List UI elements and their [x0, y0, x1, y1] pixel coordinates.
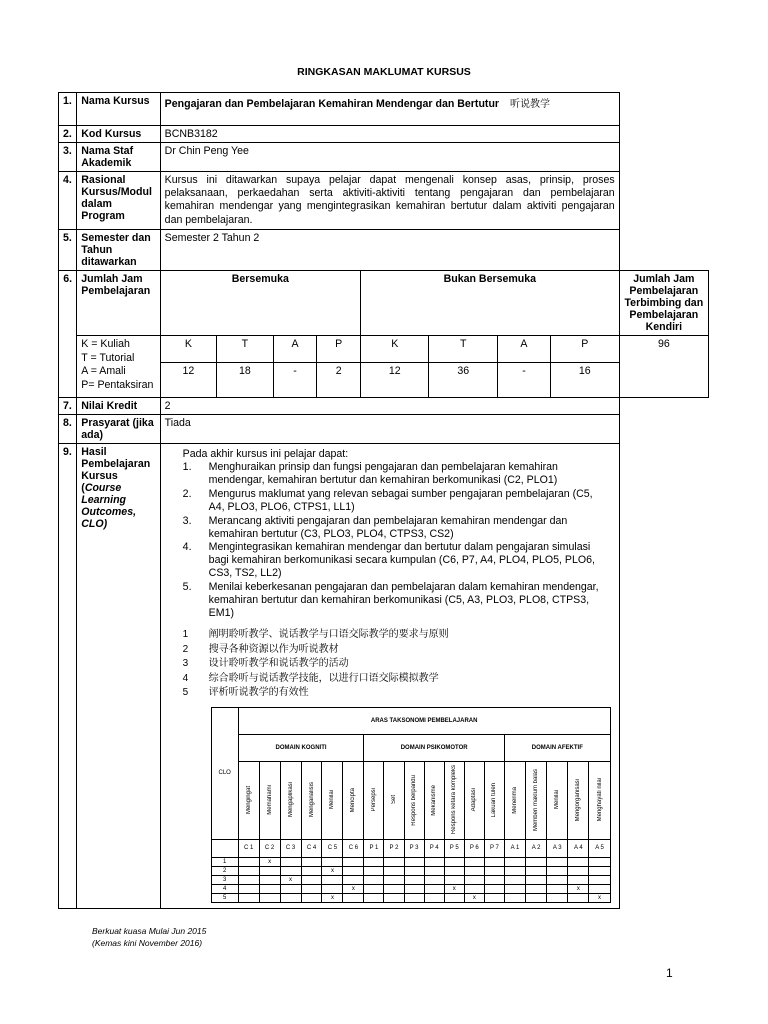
clo-cell [160, 443, 619, 908]
legend-item: P= Pentaksiran [81, 379, 154, 392]
taxonomy-cell [322, 884, 343, 893]
taxonomy-row [211, 866, 610, 875]
taxonomy-cell [484, 866, 504, 875]
clo-label-italic: Course Learning Outcomes, CLO) [81, 481, 137, 530]
taxonomy-cell: x [343, 884, 364, 893]
taxonomy-cell: x [568, 884, 589, 893]
taxonomy-cell [464, 884, 484, 893]
level-code: P 4 [424, 839, 444, 857]
taxonomy-cell [322, 875, 343, 884]
level-label [238, 761, 259, 839]
hours-code: A [273, 335, 317, 362]
clo-text: Mengintegrasikan kemahiran mendengar dan bertutur dalam pengajaran simulasi bagi kemahiran berkomunikasi secara kumpulan (C6, P7, A4, PLO4, PLO5, PLO6, CS3, TS2, LL2) [208, 541, 595, 580]
level-code: A 4 [568, 839, 589, 857]
row-label: Nilai Kredit [77, 397, 160, 414]
level-label-text: Menganalisis [308, 782, 315, 818]
row-label: Kod Kursus [77, 126, 160, 143]
level-code: A 1 [504, 839, 525, 857]
taxonomy-cell [384, 893, 404, 902]
clo-cn-num: 5 [182, 687, 189, 698]
footer [92, 926, 206, 950]
taxonomy-cell [504, 875, 525, 884]
row-number: 6. [59, 270, 77, 397]
taxonomy-title-row [211, 707, 610, 734]
taxonomy-cell [259, 884, 280, 893]
taxonomy-cell [343, 866, 364, 875]
taxonomy-domain-row [211, 734, 610, 761]
hours-value: 18 [217, 362, 273, 397]
legend-item: T = Tutorial [81, 351, 135, 364]
taxonomy-clo-number: 2 [211, 866, 238, 875]
level-label-text: Respons berpandu [411, 774, 418, 826]
level-label-text: Mengaplikasi [287, 782, 294, 818]
taxonomy-cell [424, 893, 444, 902]
clo-num: 4. [182, 541, 192, 554]
legend-item: A = Amali [81, 365, 126, 378]
row-rasional [59, 172, 709, 230]
taxonomy-row [211, 884, 610, 893]
taxonomy-cell [526, 866, 547, 875]
taxonomy-cell [424, 866, 444, 875]
clo-text: Mengurus maklumat yang relevan sebagai sumber pengajaran pembelajaran (C5, A4, PLO3, PLO6, CTPS1, LL1) [208, 487, 593, 513]
taxonomy-row [211, 893, 610, 902]
clo-cn-text: 阐明聆听教学、说话教学与口语交际教学的要求与原则 [208, 629, 449, 640]
level-label-text: Persepsi [370, 788, 377, 812]
taxonomy-cell [464, 866, 484, 875]
taxonomy-clo-number: 1 [211, 857, 238, 866]
hours-code: P [317, 335, 361, 362]
row-kredit [59, 397, 709, 414]
taxonomy-cell [484, 875, 504, 884]
level-code: P 6 [464, 839, 484, 857]
clo-list [183, 461, 611, 620]
level-code: P 5 [444, 839, 464, 857]
row-label: Prasyarat (jika ada) [77, 414, 160, 443]
row-nama-kursus [59, 93, 709, 126]
level-code: A 2 [526, 839, 547, 857]
course-name-cn: 听说教学 [510, 99, 551, 110]
level-label-text: Lakuan tulen [491, 782, 498, 818]
clo-text: Menghuraikan prinsip dan fungsi pengajaran dan pembelajaran kemahiran mendengar, kemahiran bertutur dan kemahiran berkomunikasi (C2, PLO1) [208, 460, 558, 486]
row-label: Jumlah Jam Pembelajaran [77, 270, 160, 335]
row-jam-header [59, 270, 709, 335]
hours-value: 12 [160, 362, 216, 397]
taxonomy-cell [404, 893, 424, 902]
level-label [364, 761, 384, 839]
taxonomy-body [211, 857, 610, 902]
row-number: 7. [59, 397, 77, 414]
domain-kogniti: DOMAIN KOGNITI [238, 734, 364, 761]
level-label-text: Mekanisme [431, 784, 438, 816]
semester-value: Semester 2 Tahun 2 [160, 229, 619, 270]
row-number: 1. [59, 93, 77, 126]
taxonomy-cell [424, 884, 444, 893]
taxonomy-cell [404, 857, 424, 866]
taxonomy-cell [526, 893, 547, 902]
taxonomy-cell [504, 884, 525, 893]
taxonomy-cell [547, 884, 568, 893]
hours-legend [77, 335, 160, 397]
taxonomy-cell: x [322, 893, 343, 902]
row-kod-kursus [59, 126, 709, 143]
taxonomy-row [211, 875, 610, 884]
clo-cn-num: 1 [182, 629, 189, 640]
clo-cn-num: 2 [182, 643, 189, 655]
taxonomy-cell [404, 866, 424, 875]
level-code: P 7 [484, 839, 504, 857]
clo-num: 3. [182, 514, 192, 527]
domain-psikomotor: DOMAIN PSIKOMOTOR [364, 734, 505, 761]
code-spacer [211, 839, 238, 857]
clo-cn-text: 综合聆听与说话教学技能，以进行口语交际模拟教学 [208, 672, 439, 684]
taxonomy-cell [526, 875, 547, 884]
clo-cn-item [183, 643, 611, 658]
taxonomy-cell [424, 875, 444, 884]
row-label: Semester dan Tahun ditawarkan [77, 229, 160, 270]
level-code: C 6 [343, 839, 364, 857]
taxonomy-cell [484, 884, 504, 893]
taxonomy-cell: x [589, 893, 610, 902]
taxonomy-cell [424, 857, 444, 866]
taxonomy-cell [343, 875, 364, 884]
taxonomy-cell [504, 866, 525, 875]
row-number: 8. [59, 414, 77, 443]
domain-afektif: DOMAIN AFEKTIF [504, 734, 610, 761]
level-label-text: Mencipta [350, 787, 357, 813]
level-label-text: Menerima [512, 786, 518, 814]
taxonomy-cell [280, 857, 301, 866]
taxonomy-cell [404, 884, 424, 893]
taxonomy-cell [547, 857, 568, 866]
bersemuka-header: Bersemuka [160, 270, 360, 335]
clo-text: Merancang aktiviti pengajaran dan pembelajaran kemahiran mendengar dan kemahiran bertutur (C3, PLO3, PLO4, CTPS3, CS2) [208, 514, 568, 540]
level-code: P 3 [404, 839, 424, 857]
hours-code: T [429, 335, 498, 362]
level-label [424, 761, 444, 839]
row-semester [59, 229, 709, 270]
taxonomy-cell [280, 884, 301, 893]
level-label [343, 761, 364, 839]
clo-text: Menilai keberkesanan pengajaran dan pembelajaran dalam kemahiran mendengar, kemahiran bertutur dan kemahiran berkomunikasi (C5, A3, PLO3, PLO8, CTPS3, EM1) [208, 581, 599, 620]
clo-cn-num: 3 [182, 658, 189, 669]
taxonomy-cell: x [464, 893, 484, 902]
taxonomy-clo-number: 4 [211, 884, 238, 893]
taxonomy-cell [364, 884, 384, 893]
level-code: P 1 [364, 839, 384, 857]
row-number: 9. [59, 443, 77, 908]
level-code: C 1 [238, 839, 259, 857]
clo-item [183, 515, 611, 541]
taxonomy-cell [280, 866, 301, 875]
taxonomy-cell [444, 893, 464, 902]
row-number: 4. [59, 172, 77, 230]
taxonomy-cell [547, 893, 568, 902]
taxonomy-cell [589, 866, 610, 875]
taxonomy-cell [301, 857, 322, 866]
clo-cn-item [183, 686, 611, 701]
taxonomy-cell [364, 857, 384, 866]
level-code: A 3 [547, 839, 568, 857]
taxonomy-cell [301, 893, 322, 902]
taxonomy-cell [589, 857, 610, 866]
taxonomy-cell: x [444, 884, 464, 893]
row-label: Nama Staf Akademik [77, 143, 160, 172]
course-name: Pengajaran dan Pembelajaran Kemahiran Mendengar dan Bertutur [164, 98, 500, 110]
level-label [322, 761, 343, 839]
taxonomy-cell [364, 893, 384, 902]
hours-code: T [217, 335, 273, 362]
level-code: C 4 [301, 839, 322, 857]
level-label-text: Mengingat [245, 785, 252, 815]
level-label [280, 761, 301, 839]
level-label-text: Menilai [329, 790, 336, 810]
total-hours: 96 [619, 335, 708, 397]
taxonomy-cell [280, 893, 301, 902]
taxonomy-cell [547, 866, 568, 875]
level-label-text: Adaptasi [471, 788, 478, 812]
footer-updated: (Kemas kini November 2016) [92, 937, 203, 948]
row-staf [59, 143, 709, 172]
taxonomy-cell [301, 866, 322, 875]
taxonomy-cell [238, 875, 259, 884]
page-number: 1 [666, 966, 673, 980]
clo-item [183, 581, 611, 620]
level-label [464, 761, 484, 839]
clo-num: 2. [182, 487, 192, 500]
taxonomy-table [211, 707, 611, 903]
taxonomy-cell [259, 893, 280, 902]
level-label-text: Menilai [554, 790, 561, 810]
taxonomy-cell [364, 866, 384, 875]
level-label-text: Respons ketara kompleks [451, 765, 458, 835]
taxonomy-cell [384, 866, 404, 875]
level-code: C 2 [259, 839, 280, 857]
clo-cn-item [183, 657, 611, 672]
taxonomy-cell [238, 884, 259, 893]
clo-cn-num: 4 [182, 672, 189, 684]
level-label-text: Memahami [266, 785, 273, 815]
clo-cn-text: 设计聆听教学和说话教学的活动 [208, 658, 349, 669]
row-hasil [59, 443, 709, 908]
taxonomy-cell [526, 857, 547, 866]
level-code: C 3 [280, 839, 301, 857]
taxonomy-cell [589, 884, 610, 893]
taxonomy-cell [238, 857, 259, 866]
row-jam-codes [59, 335, 709, 362]
taxonomy-cell [259, 875, 280, 884]
row-prasyarat [59, 414, 709, 443]
taxonomy-cell [568, 875, 589, 884]
taxonomy-cell [444, 875, 464, 884]
taxonomy-cell [301, 875, 322, 884]
taxonomy-title: ARAS TAKSONOMI PEMBELAJARAN [238, 707, 610, 734]
level-label [259, 761, 280, 839]
prerequisite-value: Tiada [160, 414, 619, 443]
clo-item [183, 488, 611, 514]
row-number: 5. [59, 229, 77, 270]
clo-cn-item [183, 672, 611, 687]
hours-value: - [273, 362, 317, 397]
level-label [547, 761, 568, 839]
clo-intro: Pada akhir kursus ini pelajar dapat: [182, 447, 349, 460]
hours-value: 36 [429, 362, 498, 397]
taxonomy-cell [504, 857, 525, 866]
level-code: A 5 [589, 839, 610, 857]
clo-cn-item [183, 628, 611, 643]
taxonomy-cell [568, 893, 589, 902]
taxonomy-cell [464, 875, 484, 884]
level-code: C 5 [322, 839, 343, 857]
hours-value: - [497, 362, 550, 397]
taxonomy-cell [238, 893, 259, 902]
taxonomy-cell [343, 893, 364, 902]
level-label [484, 761, 504, 839]
clo-item [183, 541, 611, 580]
clo-header: CLO [211, 707, 238, 839]
staff-name: Dr Chin Peng Yee [160, 143, 619, 172]
hours-code: K [160, 335, 216, 362]
taxonomy-cell [259, 866, 280, 875]
row-number: 3. [59, 143, 77, 172]
taxonomy-cell [444, 866, 464, 875]
level-label [526, 761, 547, 839]
taxonomy-cell [384, 884, 404, 893]
hours-value: 2 [317, 362, 361, 397]
taxonomy-cell: x [259, 857, 280, 866]
taxonomy-cell [322, 857, 343, 866]
taxonomy-cell: x [280, 875, 301, 884]
course-name-cell [160, 93, 619, 126]
hours-value: 12 [360, 362, 429, 397]
taxonomy-cell [364, 875, 384, 884]
clo-cn-text: 评析听说教学的有效性 [208, 687, 309, 698]
taxonomy-cell: x [322, 866, 343, 875]
hours-value: 16 [550, 362, 619, 397]
taxonomy-cell [384, 875, 404, 884]
level-label [504, 761, 525, 839]
clo-num: 5. [182, 581, 192, 594]
taxonomy-cell [444, 857, 464, 866]
clo-num: 1. [182, 460, 192, 473]
taxonomy-cell [384, 857, 404, 866]
page-title: RINGKASAN MAKLUMAT KURSUS [297, 66, 471, 78]
clo-list-chinese [183, 628, 611, 701]
level-label [589, 761, 610, 839]
taxonomy-cell [464, 857, 484, 866]
course-code: BCNB3182 [160, 126, 619, 143]
taxonomy-code-row [211, 839, 610, 857]
taxonomy-clo-number: 5 [211, 893, 238, 902]
taxonomy-cell [343, 857, 364, 866]
level-label-text: Mengorganisasi [575, 778, 582, 822]
level-label [301, 761, 322, 839]
clo-cn-text: 搜寻各种资源以作为听说教材 [208, 643, 339, 655]
hours-code: K [360, 335, 429, 362]
clo-item [183, 461, 611, 487]
taxonomy-cell [547, 875, 568, 884]
level-label-text: Set [391, 795, 397, 805]
taxonomy-cell [568, 857, 589, 866]
taxonomy-cell [589, 875, 610, 884]
taxonomy-cell [568, 866, 589, 875]
taxonomy-cell [301, 884, 322, 893]
clo-label-main: Hasil Pembelajaran Kursus ( [81, 445, 151, 494]
level-label [384, 761, 404, 839]
level-label-text: Menghayati nilai [596, 778, 603, 822]
taxonomy-cell [484, 893, 504, 902]
legend-item: K = Kuliah [81, 337, 130, 350]
row-label [77, 443, 160, 908]
credit-value: 2 [160, 397, 619, 414]
level-label [568, 761, 589, 839]
rationale-text: Kursus ini ditawarkan supaya pelajar dapat mengenali konsep asas, prinsip, proses pelaksanaan, perkaedahan serta aktiviti-aktiviti tentang pengajaran dan pembelajaran kemahiran mendengar yang mengintegrasikan kemahiran bertutur dalam aktiviti pengajaran dan pembelajaran. [160, 172, 619, 230]
taxonomy-clo-number: 3 [211, 875, 238, 884]
taxonomy-cell [484, 857, 504, 866]
level-code: P 2 [384, 839, 404, 857]
taxonomy-cell [238, 866, 259, 875]
row-label: Rasional Kursus/Modul dalam Program [77, 172, 160, 230]
footer-effective: Berkuat kuasa Mulai Jun 2015 [92, 926, 207, 936]
row-label: Nama Kursus [77, 93, 160, 126]
row-number: 2. [59, 126, 77, 143]
taxonomy-cell [526, 884, 547, 893]
course-summary-table [58, 92, 709, 909]
kendiri-header: Jumlah Jam Pembelajaran Terbimbing dan Pembelajaran Kendiri [619, 270, 708, 335]
taxonomy-row [211, 857, 610, 866]
taxonomy-label-row [211, 761, 610, 839]
bukan-bersemuka-header: Bukan Bersemuka [360, 270, 619, 335]
level-label [404, 761, 424, 839]
level-label-text: Memberi maklum balas [533, 768, 540, 832]
taxonomy-cell [504, 893, 525, 902]
taxonomy-cell [404, 875, 424, 884]
level-label [444, 761, 464, 839]
hours-code: P [550, 335, 619, 362]
hours-code: A [497, 335, 550, 362]
